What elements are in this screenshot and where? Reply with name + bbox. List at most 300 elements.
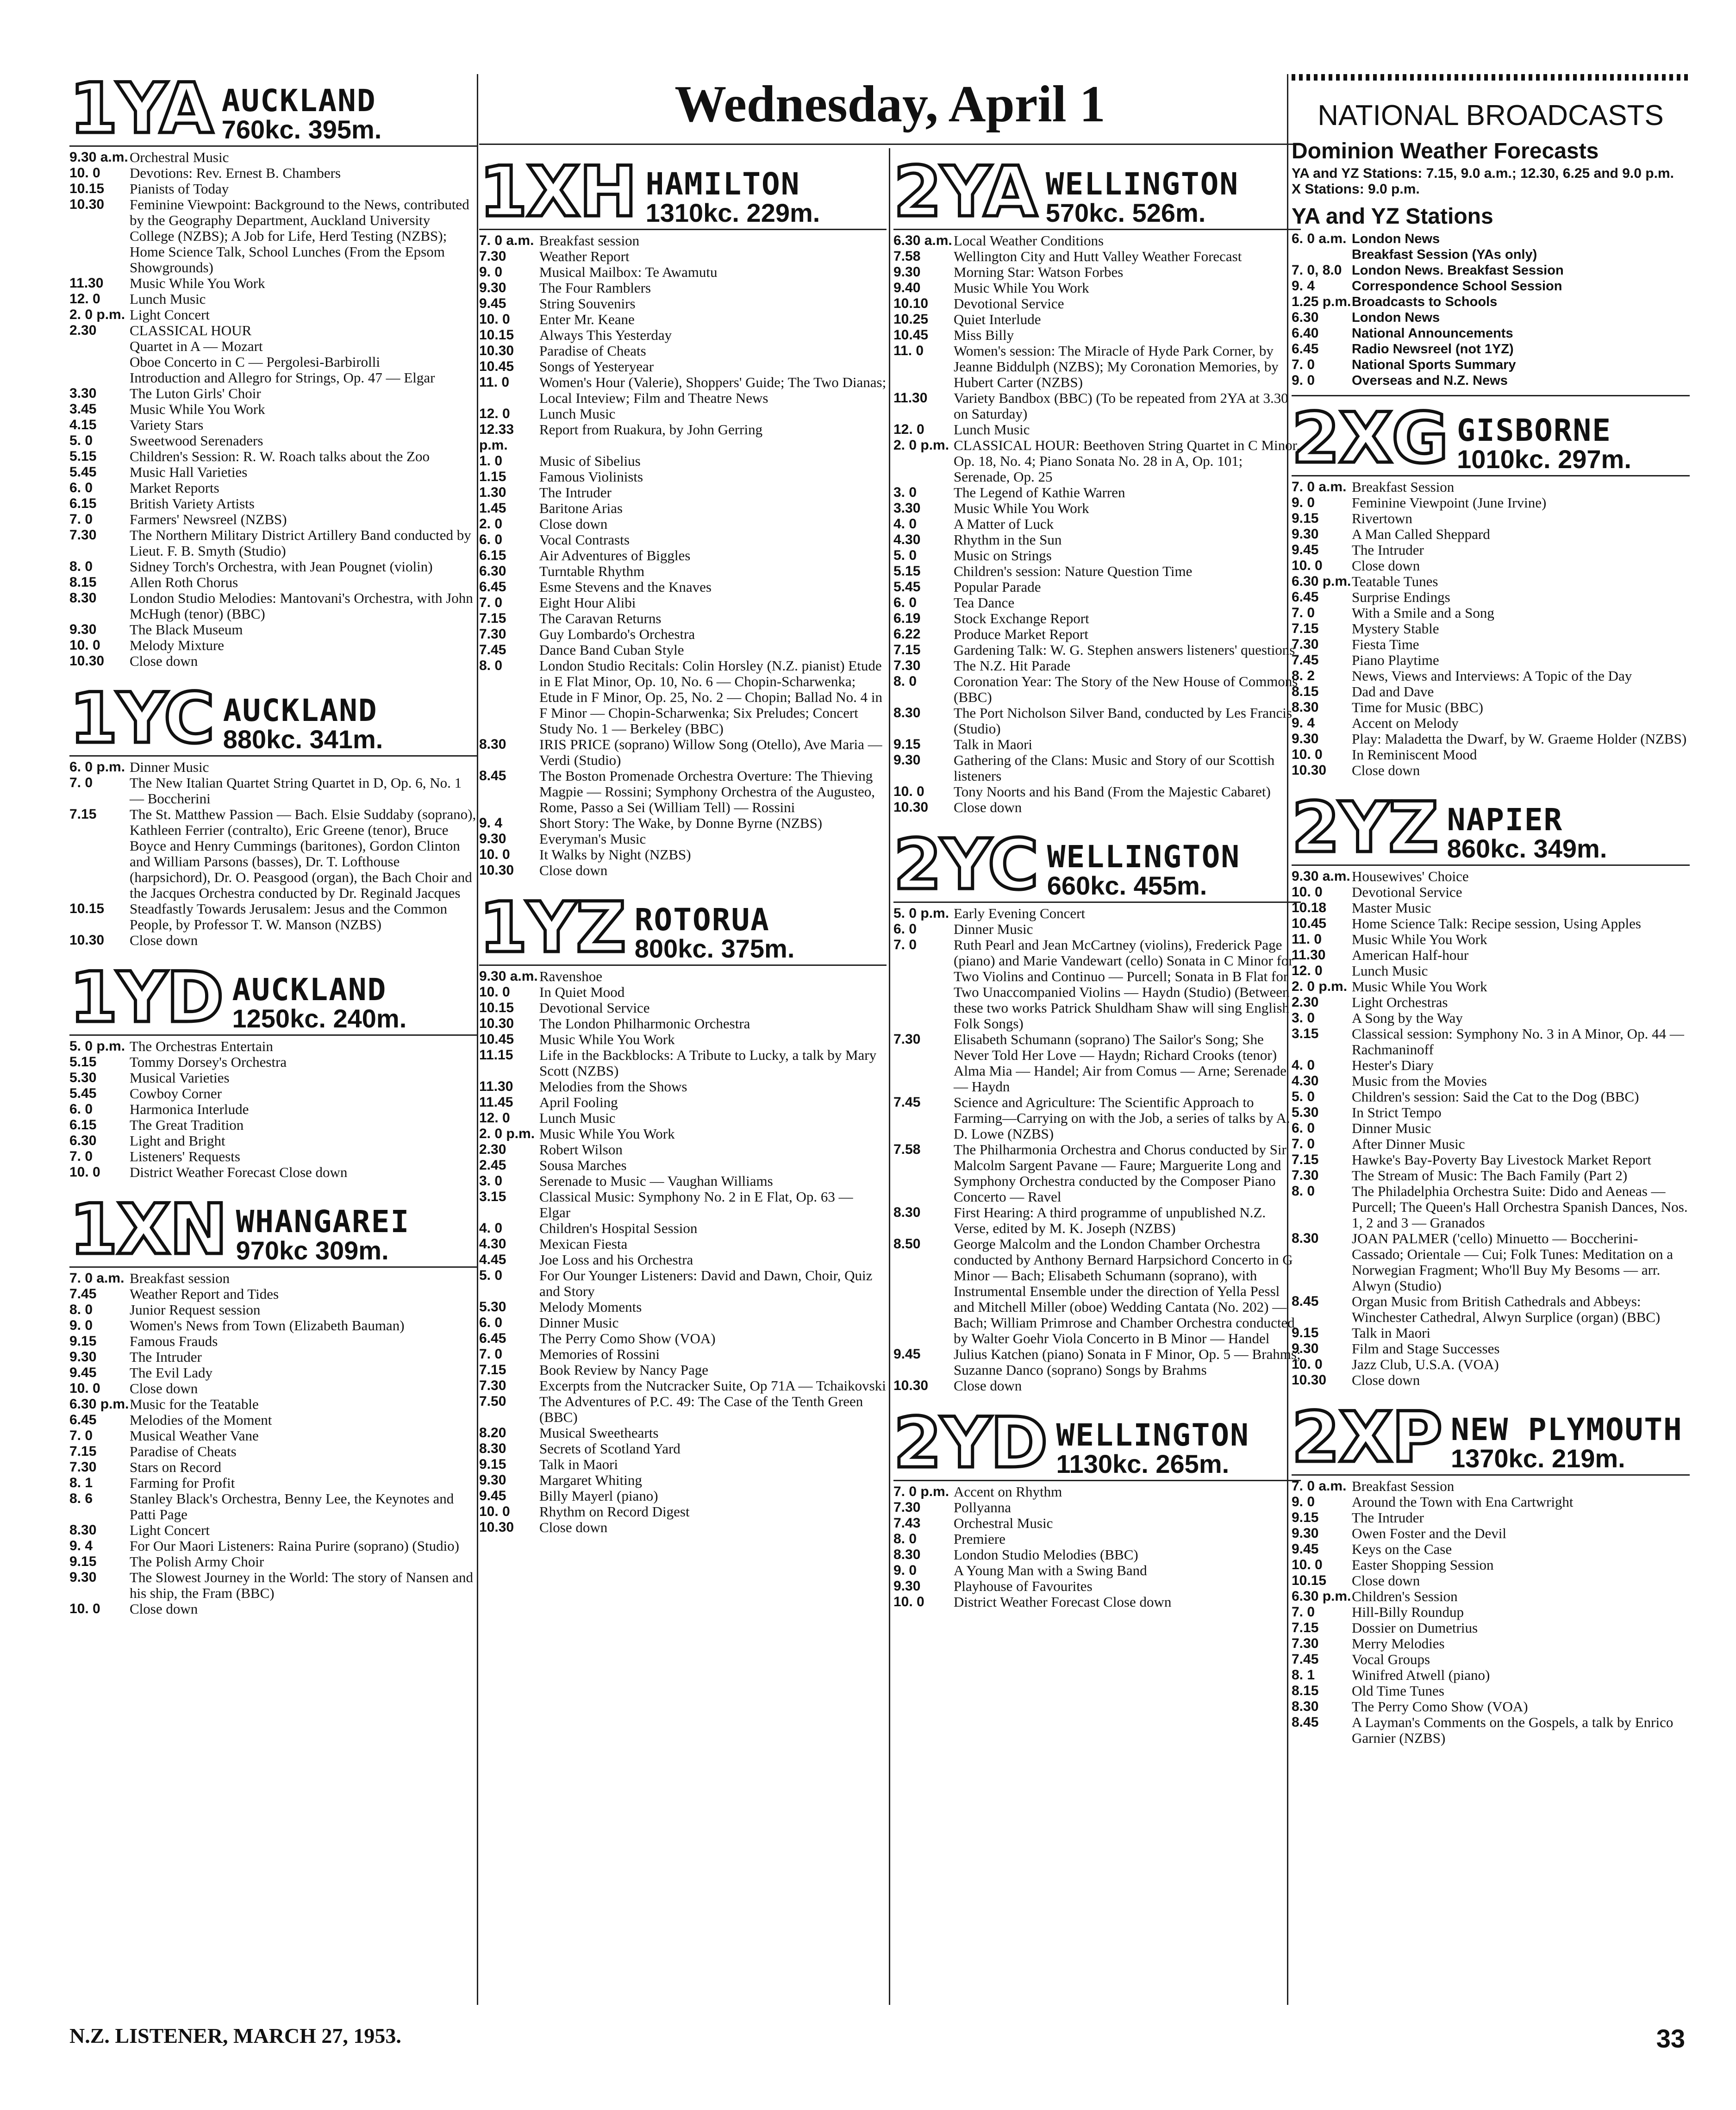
programme-time: 9. 4 bbox=[69, 1538, 93, 1553]
programme-title: String Souvenirs bbox=[539, 295, 636, 312]
programme-title: British Variety Artists bbox=[130, 495, 255, 512]
station-frequency: 1250kc. 240m. bbox=[232, 1004, 407, 1033]
programme-time: 7.45 bbox=[479, 642, 506, 657]
programme-title: Dad and Dave bbox=[1352, 683, 1434, 700]
programme-title: Hawke's Bay-Poverty Bay Livestock Market Report bbox=[1352, 1152, 1651, 1168]
programme-title: Variety Stars bbox=[130, 417, 204, 433]
programme-time: 8. 0 bbox=[69, 559, 93, 574]
programme-title: Esme Stevens and the Knaves bbox=[539, 579, 712, 595]
station-frequency: 1010kc. 297m. bbox=[1457, 445, 1631, 474]
programme-item bbox=[69, 338, 477, 354]
programme-time: 9.15 bbox=[1292, 1510, 1319, 1525]
programme-title: Women's News from Town (Elizabeth Bauman) bbox=[130, 1317, 405, 1334]
programme-item bbox=[69, 1102, 477, 1117]
programme-time: 10.15 bbox=[479, 327, 514, 343]
programme-item bbox=[69, 1271, 477, 1286]
programme-item bbox=[479, 1504, 887, 1520]
programme-item bbox=[69, 307, 477, 323]
programme-item bbox=[69, 433, 477, 449]
programme-item bbox=[893, 1095, 1301, 1142]
programme-title: Keys on the Case bbox=[1352, 1541, 1452, 1557]
programme-title: Around the Town with Ena Cartwright bbox=[1352, 1494, 1574, 1510]
programme-time: 8.30 bbox=[893, 1205, 921, 1220]
programme-item bbox=[1292, 763, 1690, 778]
programme-title: The Northern Military District Artillery Band conducted by Lieut. F. B. Smyth (Studio) bbox=[130, 527, 471, 559]
programme-time: 6. 0 a.m. bbox=[1292, 231, 1347, 246]
programme-title: Market Reports bbox=[130, 480, 219, 496]
programme-time: 1.30 bbox=[479, 485, 506, 500]
programme-title: Close down bbox=[1352, 557, 1420, 574]
programme-item bbox=[69, 464, 477, 480]
programme-item bbox=[1292, 1026, 1690, 1058]
station-city: ROTORUA bbox=[634, 902, 770, 938]
programme-item bbox=[893, 1578, 1301, 1594]
programme-item bbox=[1292, 1526, 1690, 1541]
programme-title: After Dinner Music bbox=[1352, 1136, 1465, 1152]
programme-time: 8. 0 bbox=[69, 1302, 93, 1317]
programme-time: 4.30 bbox=[893, 532, 921, 547]
programme-item bbox=[69, 527, 477, 559]
programme-time: 6. 0 bbox=[69, 1102, 93, 1117]
programme-title: A Man Called Sheppard bbox=[1352, 526, 1490, 542]
programme-title: Children's Hospital Session bbox=[539, 1220, 698, 1236]
station-city: WELLINGTON bbox=[1045, 166, 1239, 202]
programme-item bbox=[893, 921, 1301, 937]
programme-time: 6. 0 bbox=[479, 532, 503, 547]
programme-title: Music from the Movies bbox=[1352, 1073, 1487, 1089]
programme-item bbox=[69, 323, 477, 338]
station-header bbox=[69, 1190, 477, 1270]
station-frequency: 800kc. 375m. bbox=[634, 934, 795, 964]
programme-item bbox=[69, 590, 477, 622]
station-frequency: 570kc. 526m. bbox=[1045, 198, 1206, 228]
programme-time: 10. 0 bbox=[1292, 884, 1323, 900]
programme-time: 6. 0 bbox=[479, 1315, 503, 1330]
programme-title: Gardening Talk: W. G. Stephen answers listeners' questions bbox=[954, 642, 1295, 658]
programme-title: Tommy Dorsey's Orchestra bbox=[130, 1054, 287, 1070]
programme-time: 7.30 bbox=[1292, 637, 1319, 652]
programme-title: Music on Strings bbox=[954, 547, 1052, 564]
programme-time: 9.30 bbox=[69, 622, 97, 637]
station-city: NAPIER bbox=[1447, 802, 1563, 838]
programme-title: Close down bbox=[130, 653, 198, 669]
programme-title: Popular Parade bbox=[954, 579, 1041, 595]
programme-time: 6.15 bbox=[479, 548, 506, 563]
programme-title: Light Concert bbox=[130, 1522, 210, 1538]
programme-title: Ruth Pearl and Jean McCartney (violins), Frederick Page (piano) and Marie Vandewart (cello) Sonata in C Minor for Two Violins and Continuo — Purcell; Sonata in B Flat for Two Unaccompanied Violins — Haydn (Studio) (Between these two works Patrick Shuldham Shaw will sing English Folk Songs) bbox=[954, 937, 1293, 1032]
programme-time: 8.20 bbox=[479, 1425, 506, 1440]
programme-time: 4.45 bbox=[479, 1252, 506, 1267]
programme-time: 7. 0 bbox=[69, 775, 93, 790]
programme-time: 1.15 bbox=[479, 469, 506, 484]
programme-title: The Slowest Journey in the World: The story of Nansen and his ship, the Fram (BBC) bbox=[130, 1569, 473, 1601]
programme-title: Stock Exchange Report bbox=[954, 610, 1089, 626]
programme-title: Sousa Marches bbox=[539, 1157, 627, 1173]
programme-time: 9.30 bbox=[1292, 1526, 1319, 1541]
programme-time: 10. 0 bbox=[1292, 558, 1323, 573]
programme-time: 1.25 p.m. bbox=[1292, 294, 1351, 309]
programme-time: 6. 0 p.m. bbox=[69, 759, 125, 775]
programme-title: The N.Z. Hit Parade bbox=[954, 657, 1071, 674]
programme-item bbox=[1292, 294, 1690, 310]
programme-item bbox=[69, 1459, 477, 1475]
programme-title: Close down bbox=[130, 1380, 198, 1396]
programme-title: Melody Moments bbox=[539, 1299, 642, 1315]
programme-title: London News bbox=[1352, 232, 1440, 246]
programme-title: Talk in Maori bbox=[539, 1456, 618, 1472]
programme-time: 5. 0 bbox=[69, 433, 93, 448]
programme-title: Secrets of Scotland Yard bbox=[539, 1440, 681, 1457]
programme-item bbox=[1292, 684, 1690, 700]
programme-title: Music While You Work bbox=[539, 1031, 675, 1047]
programme-title: Wellington City and Hutt Valley Weather Forecast bbox=[954, 248, 1242, 264]
programme-title: For Our Younger Listeners: David and Dawn, Choir, Quiz and Story bbox=[539, 1267, 873, 1299]
programme-item bbox=[69, 807, 477, 901]
programme-time: 5.30 bbox=[479, 1299, 506, 1315]
programme-time: 5.30 bbox=[1292, 1105, 1319, 1120]
programme-time: 7.15 bbox=[479, 611, 506, 626]
programme-item bbox=[1292, 1010, 1690, 1026]
station-frequency: 970kc 309m. bbox=[236, 1236, 389, 1265]
programme-time: 12. 0 bbox=[479, 1110, 510, 1126]
column-1 bbox=[69, 69, 477, 1627]
programme-time: 9.30 bbox=[893, 1578, 921, 1594]
programme-item bbox=[1292, 932, 1690, 947]
programme-item bbox=[479, 485, 887, 501]
programme-title: Children's Session: R. W. Roach talks about the Zoo bbox=[130, 448, 430, 464]
programme-time: 7. 0 a.m. bbox=[479, 233, 534, 248]
programme-time: 11. 0 bbox=[479, 375, 510, 390]
station-header bbox=[69, 678, 477, 759]
programme-title: The Orchestras Entertain bbox=[130, 1038, 273, 1054]
programme-title: Light Orchestras bbox=[1352, 994, 1448, 1010]
programme-item bbox=[479, 658, 887, 737]
station-2ya bbox=[893, 153, 1301, 815]
programme-title: Playhouse of Favourites bbox=[954, 1578, 1093, 1594]
programme-item bbox=[1292, 869, 1690, 884]
programme-title: Jazz Club, U.S.A. (VOA) bbox=[1352, 1356, 1499, 1372]
programme-item bbox=[479, 375, 887, 406]
programme-item bbox=[479, 611, 887, 626]
programme-time: 9.30 bbox=[69, 1349, 97, 1365]
programme-item bbox=[69, 1365, 477, 1381]
programme-time: 7. 0 bbox=[1292, 1604, 1315, 1620]
programme-time: 10. 0 bbox=[1292, 1357, 1323, 1372]
programme-title: Accent on Rhythm bbox=[954, 1484, 1062, 1500]
programme-item bbox=[479, 1472, 887, 1488]
programme-title: Farmers' Newsreel (NZBS) bbox=[130, 511, 287, 527]
programme-title: Women's Hour (Valerie), Shoppers' Guide; The Two Dianas; Local Inteview; Film and Theatre News bbox=[539, 374, 887, 406]
programme-title: Master Music bbox=[1352, 900, 1431, 916]
programme-item bbox=[1292, 1183, 1690, 1231]
programme-time: 2. 0 bbox=[479, 516, 503, 532]
programme-time: 8.30 bbox=[479, 737, 506, 752]
programme-time: 10.45 bbox=[479, 359, 514, 374]
programme-time: 8. 2 bbox=[1292, 668, 1315, 683]
programme-time: 10.30 bbox=[69, 933, 105, 948]
programme-item bbox=[479, 768, 887, 815]
programme-item bbox=[1292, 558, 1690, 574]
programme-title: The Black Museum bbox=[130, 621, 243, 638]
yayz-heading: YA and YZ Stations bbox=[1292, 204, 1493, 229]
programme-title: Classical Music: Symphony No. 2 in E Flat, Op. 63 — Elgar bbox=[539, 1189, 853, 1221]
programme-title: London News bbox=[1352, 310, 1440, 325]
programme-title: Music While You Work bbox=[539, 1126, 675, 1142]
programme-title: Light and Bright bbox=[130, 1133, 225, 1149]
station-callsign: 2XG bbox=[1292, 398, 1448, 479]
programme-time: 9.15 bbox=[1292, 1325, 1319, 1340]
programme-title: Talk in Maori bbox=[1352, 1325, 1431, 1341]
programme-title: Children's session: Said the Cat to the Dog (BBC) bbox=[1352, 1089, 1639, 1105]
programme-title: Musical Weather Vane bbox=[130, 1428, 259, 1444]
programme-item bbox=[1292, 715, 1690, 731]
programme-time: 3.15 bbox=[479, 1189, 506, 1204]
programme-item bbox=[479, 1158, 887, 1173]
station-callsign: 1YA bbox=[69, 69, 212, 149]
programme-item bbox=[69, 150, 477, 165]
programme-time: 6.30 bbox=[479, 564, 506, 579]
station-header bbox=[69, 958, 477, 1038]
programme-title: Devotional Service bbox=[539, 1000, 650, 1016]
programme-time: 9.30 bbox=[69, 1570, 97, 1585]
programme-item bbox=[893, 1205, 1301, 1236]
programme-item bbox=[69, 1070, 477, 1086]
programme-item bbox=[893, 264, 1301, 280]
programme-time: 10.30 bbox=[69, 653, 105, 669]
programme-time: 8.50 bbox=[893, 1236, 921, 1252]
programme-time: 7.15 bbox=[69, 1444, 97, 1459]
programme-item bbox=[479, 516, 887, 532]
programme-time: 5. 0 p.m. bbox=[893, 906, 949, 921]
programme-title: Paradise of Cheats bbox=[130, 1443, 237, 1459]
programme-item bbox=[1292, 1652, 1690, 1667]
programme-time: 6.30 a.m. bbox=[893, 233, 952, 248]
programme-item bbox=[479, 1047, 887, 1079]
programme-title: Music Hall Varieties bbox=[130, 464, 248, 480]
programme-title: Coronation Year: The Story of the New House of Commons (BBC) bbox=[954, 673, 1298, 705]
station-meta bbox=[1045, 166, 1239, 228]
programme-time: 9.30 bbox=[479, 831, 506, 846]
programme-title: In Reminiscent Mood bbox=[1352, 746, 1477, 763]
programme-item bbox=[479, 579, 887, 595]
programme-time: 8.30 bbox=[893, 1547, 921, 1562]
programme-title: Quiet Interlude bbox=[954, 311, 1041, 327]
programme-time: 11.30 bbox=[69, 275, 104, 291]
programme-item bbox=[1292, 1372, 1690, 1388]
programme-item bbox=[893, 611, 1301, 626]
programme-time: 9. 0 bbox=[1292, 373, 1315, 388]
programme-item bbox=[893, 752, 1301, 784]
programme-item bbox=[479, 1331, 887, 1346]
programme-item bbox=[69, 1522, 477, 1538]
programme-time bbox=[69, 354, 130, 370]
programme-time: 3. 0 bbox=[479, 1173, 503, 1189]
programme-title: District Weather Forecast Close down bbox=[954, 1594, 1172, 1610]
programme-title: Vocal Groups bbox=[1352, 1651, 1430, 1667]
station-callsign: 1XH bbox=[479, 152, 637, 232]
column-divider bbox=[477, 74, 478, 2005]
station-city: AUCKLAND bbox=[232, 972, 387, 1008]
programme-item bbox=[1292, 1105, 1690, 1121]
programme-time: 6. 0 bbox=[893, 921, 917, 937]
programme-title: Junior Request session bbox=[130, 1302, 261, 1318]
programme-item bbox=[893, 674, 1301, 705]
programme-item bbox=[893, 343, 1301, 390]
programme-time: 8. 1 bbox=[1292, 1667, 1315, 1683]
programme-item bbox=[479, 532, 887, 548]
programme-title: Music While You Work bbox=[130, 275, 265, 291]
programme-item bbox=[69, 1412, 477, 1428]
programme-title: Dossier on Dumetrius bbox=[1352, 1620, 1478, 1636]
station-callsign: 2YC bbox=[893, 825, 1038, 905]
programme-time: 10. 0 bbox=[1292, 1557, 1323, 1572]
programme-title: Julius Katchen (piano) Sonata in F Minor, Op. 5 — Brahms; Suzanne Danco (soprano) Songs by Brahms bbox=[954, 1346, 1301, 1378]
page-day-heading: Wednesday, April 1 bbox=[674, 75, 1105, 133]
programme-time bbox=[1292, 247, 1352, 263]
programme-item bbox=[1292, 1636, 1690, 1652]
programme-title: Close down bbox=[539, 1519, 608, 1535]
station-header bbox=[893, 152, 1301, 232]
programme-item bbox=[69, 1149, 477, 1165]
programme-time: 7. 0 bbox=[69, 1428, 93, 1443]
programme-item bbox=[479, 233, 887, 249]
programme-list bbox=[69, 1271, 477, 1617]
programme-title: Feminine Viewpoint (June Irvine) bbox=[1352, 495, 1547, 511]
programme-time: 7. 0 bbox=[69, 512, 93, 527]
programme-title: Rivertown bbox=[1352, 510, 1412, 526]
station-city: WHANGAREI bbox=[236, 1204, 410, 1240]
national-items bbox=[1292, 231, 1690, 388]
programme-item bbox=[1292, 668, 1690, 684]
programme-time: 9.30 bbox=[479, 280, 506, 295]
programme-item bbox=[69, 275, 477, 291]
programme-time: 7.45 bbox=[69, 1286, 97, 1302]
programme-time: 6.30 p.m. bbox=[1292, 574, 1351, 589]
programme-item bbox=[69, 1491, 477, 1522]
section-divider bbox=[1292, 395, 1690, 396]
programme-title: Listeners' Requests bbox=[130, 1148, 240, 1165]
programme-title: Sidney Torch's Orchestra, with Jean Pougnet (violin) bbox=[130, 558, 433, 575]
programme-time: 1.45 bbox=[479, 501, 506, 516]
column-4 bbox=[1292, 69, 1690, 1756]
programme-item bbox=[1292, 1573, 1690, 1589]
programme-title: Mexican Fiesta bbox=[539, 1236, 628, 1252]
programme-time: 4.30 bbox=[479, 1236, 506, 1252]
programme-item bbox=[1292, 652, 1690, 668]
programme-time bbox=[69, 338, 130, 354]
programme-item bbox=[1292, 747, 1690, 763]
programme-item bbox=[479, 815, 887, 831]
programme-time: 7. 0 a.m. bbox=[1292, 1478, 1347, 1494]
programme-title: The Philharmonia Orchestra and Chorus conducted by Sir Malcolm Sargent Pavane — Faure; Marguerite Long and Symphony Orchestra conducted by the Composer Piano Concerto — Ravel bbox=[954, 1141, 1286, 1205]
programme-title: Dance Band Cuban Style bbox=[539, 642, 684, 658]
programme-item bbox=[893, 1531, 1301, 1547]
programme-title: The Evil Lady bbox=[130, 1365, 213, 1381]
programme-time: 7. 0 bbox=[1292, 357, 1315, 372]
programme-title: Devotional Service bbox=[954, 295, 1064, 312]
programme-item bbox=[479, 1520, 887, 1535]
programme-time: 5.15 bbox=[69, 449, 97, 464]
station-2yz bbox=[1292, 789, 1690, 1388]
programme-item bbox=[1292, 1604, 1690, 1620]
programme-item bbox=[479, 1394, 887, 1425]
programme-item bbox=[1292, 1325, 1690, 1341]
programme-time: 6.30 bbox=[69, 1133, 97, 1148]
station-2yd bbox=[893, 1404, 1301, 1610]
programme-time: 7.50 bbox=[479, 1394, 506, 1409]
programme-title: News, Views and Interviews: A Topic of the Day bbox=[1352, 668, 1632, 684]
programme-time: 11.30 bbox=[479, 1079, 513, 1094]
programme-title: Joe Loss and his Orchestra bbox=[539, 1252, 693, 1268]
programme-time bbox=[69, 370, 130, 386]
programme-title: Gathering of the Clans: Music and Story of our Scottish listeners bbox=[954, 752, 1275, 784]
station-meta bbox=[221, 83, 382, 144]
programme-title: The Adventures of P.C. 49: The Case of the Tenth Green (BBC) bbox=[539, 1393, 863, 1425]
programme-title: Report from Ruakura, by John Gerring bbox=[539, 421, 763, 438]
programme-title: The Luton Girls' Choir bbox=[130, 385, 261, 401]
programme-time: 7.30 bbox=[69, 1459, 97, 1475]
programme-time: 4.30 bbox=[1292, 1073, 1319, 1089]
programme-item bbox=[893, 906, 1301, 921]
programme-item bbox=[69, 1475, 477, 1491]
station-city: GISBORNE bbox=[1457, 413, 1612, 449]
programme-title: Famous Violinists bbox=[539, 469, 643, 485]
programme-title: First Hearing: A third programme of unpublished N.Z. Verse, edited by M. K. Joseph (NZBS) bbox=[954, 1204, 1266, 1236]
programme-time: 12. 0 bbox=[69, 291, 100, 307]
programme-time: 10.30 bbox=[893, 800, 929, 815]
programme-item bbox=[69, 1117, 477, 1133]
programme-time: 10. 0 bbox=[69, 1601, 100, 1616]
programme-item bbox=[69, 370, 477, 386]
programme-title: Children's session: Nature Question Time bbox=[954, 563, 1193, 579]
programme-time: 7.15 bbox=[1292, 1620, 1319, 1635]
programme-title: Owen Foster and the Devil bbox=[1352, 1525, 1507, 1541]
programme-item bbox=[893, 1236, 1301, 1346]
programme-item bbox=[1292, 731, 1690, 747]
programme-time: 3. 0 bbox=[893, 485, 917, 500]
programme-title: Close down bbox=[954, 799, 1022, 815]
programme-item bbox=[1292, 1294, 1690, 1325]
programme-title: The Perry Como Show (VOA) bbox=[539, 1330, 716, 1346]
programme-time: 7. 0 bbox=[1292, 605, 1315, 620]
programme-item bbox=[69, 1302, 477, 1318]
programme-title: Serenade to Music — Vaughan Williams bbox=[539, 1173, 773, 1189]
station-callsign: 2YD bbox=[893, 1403, 1047, 1484]
programme-title: In Strict Tempo bbox=[1352, 1104, 1442, 1121]
programme-title: Breakfast session bbox=[539, 232, 640, 249]
programme-item bbox=[893, 485, 1301, 501]
programme-title: Film and Stage Successes bbox=[1352, 1340, 1500, 1357]
programme-item bbox=[479, 1441, 887, 1457]
programme-time: 10.45 bbox=[479, 1032, 514, 1047]
programme-item bbox=[479, 296, 887, 312]
programme-item bbox=[893, 784, 1301, 800]
programme-item bbox=[1292, 963, 1690, 979]
station-1yd bbox=[69, 958, 477, 1180]
programme-title: Music for the Teatable bbox=[130, 1396, 259, 1412]
programme-title: With a Smile and a Song bbox=[1352, 605, 1494, 621]
programme-time: 10.30 bbox=[69, 197, 105, 212]
programme-item bbox=[69, 291, 477, 307]
programme-time: 7.15 bbox=[479, 1362, 506, 1377]
programme-item bbox=[1292, 1589, 1690, 1604]
programme-time: 10. 0 bbox=[893, 1594, 924, 1609]
programme-time: 9.30 a.m. bbox=[69, 150, 128, 165]
programme-title: The Boston Promenade Orchestra Overture: The Thieving Magpie — Rossini; Symphony Orchestra of the Augusteo, Rome, Passo a Sei (William Tell) — Rossini bbox=[539, 768, 875, 815]
programme-time: 10.30 bbox=[479, 1016, 514, 1031]
programme-item bbox=[69, 653, 477, 669]
programme-title: A Matter of Luck bbox=[954, 516, 1054, 532]
